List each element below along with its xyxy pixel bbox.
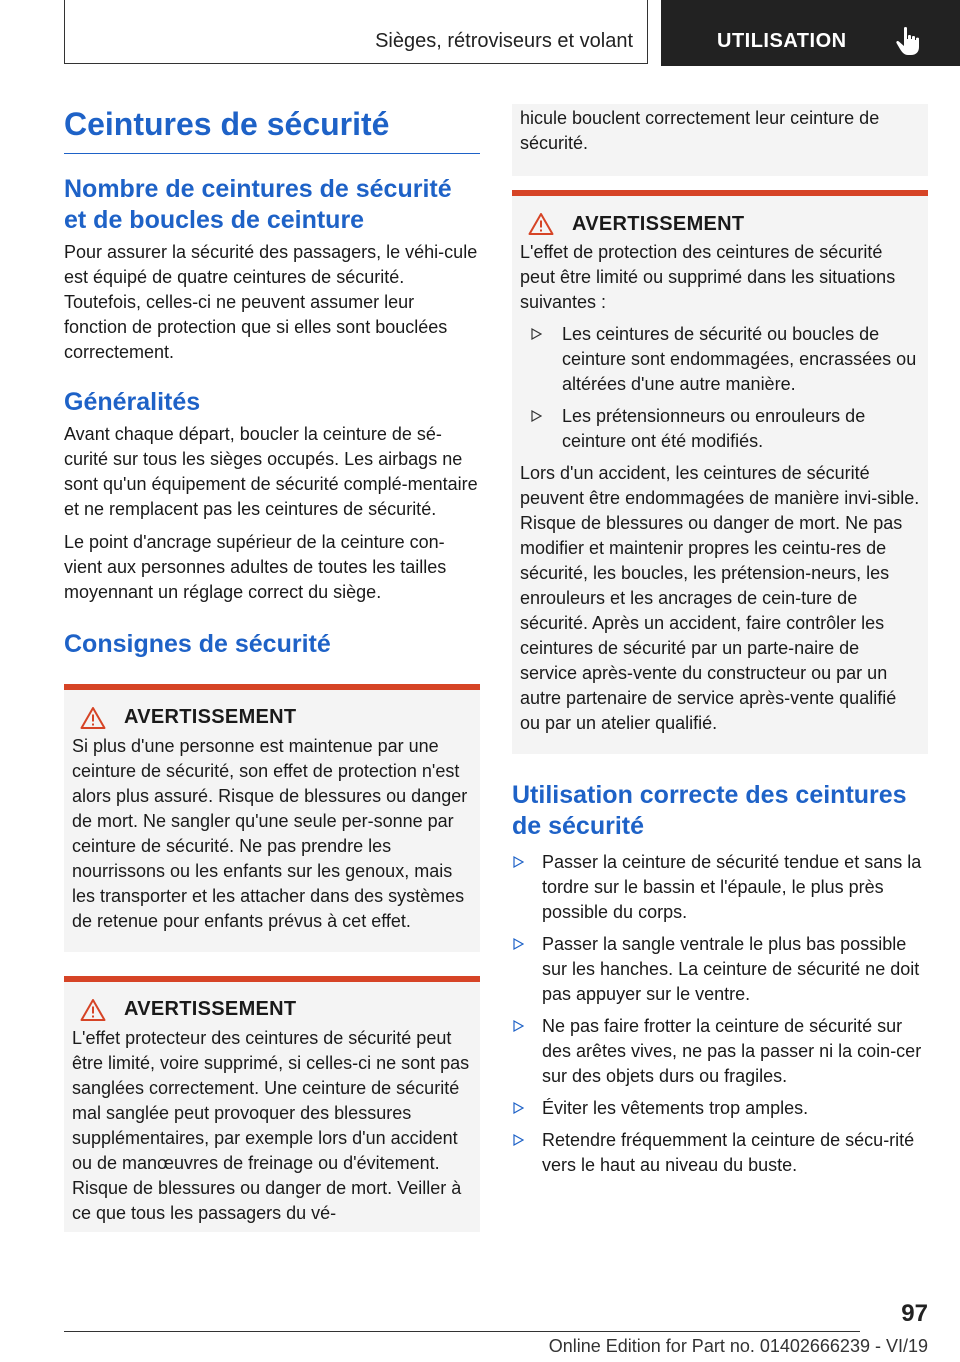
- triangle-bullet-icon: [530, 328, 542, 340]
- paragraph-generalites-2: Le point d'ancrage supérieur de la ceinture con-vient aux personnes adultes de toutes les tailles moyennant un réglage correct du siège.: [64, 531, 447, 602]
- warning-title: AVERTISSEMENT: [124, 998, 297, 1021]
- triangle-bullet-icon: [512, 1134, 524, 1146]
- edition-footer: Online Edition for Part no. 01402666239 - VI/19: [548, 1336, 928, 1356]
- warning-header: [72, 998, 472, 1022]
- warning-triangle-icon: [80, 706, 106, 730]
- list-item: Les prétensionneurs ou enrouleurs de ceinture ont été modifiés.: [520, 404, 920, 454]
- warning-text-continued: hicule bouclent correctement leur ceinture de sécurité.: [520, 108, 880, 153]
- hand-pointer-icon: [895, 26, 923, 56]
- paragraph-generalites-1: Avant chaque départ, boucler la ceinture de sé-curité sur tous les sièges occupés. Les airbags ne sont qu'un équipement de sécurité complé-mentaire et ne remplacent pas les ceintures de sécurité.: [64, 423, 478, 519]
- list-item: Passer la sangle ventrale le plus bas possible sur les hanches. La ceinture de sécurité ne doit pas appuyer sur le ventre.: [512, 932, 928, 1007]
- footer-divider: [64, 1331, 860, 1332]
- warning-title: AVERTISSEMENT: [572, 212, 745, 235]
- warning-text: L'effet protecteur des ceintures de sécurité peut être limité, voire supprimé, si celles-ci ne sont pas sanglées correctement. Une ceinture de sécurité mal sanglée peut provoquer des blessures supplémentaires, par exemple lors d'un accident ou de manœuvres de freinage ou d'évitement. Risque de blessures ou danger de mort. Veiller à ce que tous les passagers du vé-: [72, 1027, 470, 1223]
- right-column: [512, 104, 928, 1185]
- heading-utilisation: Utilisation correcte des ceintures de sécurité: [512, 781, 907, 840]
- list-item: Retendre fréquemment la ceinture de sécu-rité vers le haut au niveau du buste.: [512, 1128, 928, 1178]
- list-item: Éviter les vêtements trop amples.: [512, 1096, 928, 1121]
- heading-nombre-ceintures: Nombre de ceintures de sécurité et de boucles de ceinture: [64, 174, 452, 234]
- warning-intro: L'effet de protection des ceintures de sécurité peut être limité ou supprimé dans les situations suivantes :: [520, 242, 896, 312]
- list-item: Ne pas faire frotter la ceinture de sécurité sur des arêtes vives, ne pas la passer ni la coin-cer sur des objets durs ou fragiles.: [512, 1014, 928, 1089]
- triangle-bullet-icon: [512, 1102, 524, 1114]
- warning-box-2: [64, 976, 480, 1232]
- triangle-bullet-icon: [512, 938, 524, 950]
- page-number: 97: [901, 1300, 928, 1327]
- warning-header: [72, 706, 472, 730]
- warning-text: Lors d'un accident, les ceintures de sécurité peuvent être endommagées de manière invi-sible. Risque de blessures ou danger de mort. Ne pas modifier et maintenir propres les ceintu-res de sécurité, les boucles, les prétension-neurs, les enrouleurs et les ancrages de cein-ture de sécurité. Après un accident, faire contrôler les ceintures de sécurité par un parte-naire de service après-vente du constructeur ou par un autre partenaire de service après-vente qualifié ou par un atelier qualifié.: [520, 463, 920, 733]
- left-column: [64, 100, 480, 1232]
- warning-box-1: [64, 684, 480, 952]
- warning-title: AVERTISSEMENT: [124, 706, 297, 729]
- heading-consignes: Consignes de sécurité: [64, 629, 331, 658]
- chapter-tab: [661, 0, 960, 66]
- usage-list: [512, 850, 928, 1178]
- page-title: Ceintures de sécurité: [64, 100, 480, 154]
- warning-list: [520, 322, 920, 454]
- paragraph-nombre-ceintures: Pour assurer la sécurité des passagers, le véhi-cule est équipé de quatre ceintures de sécurité. Toutefois, celles-ci ne peuvent assumer leur fonction de protection que si elles sont bouclées correctement.: [64, 241, 478, 362]
- section-header: [64, 0, 648, 64]
- warning-triangle-icon: [528, 212, 554, 236]
- list-item: Passer la ceinture de sécurité tendue et sans la tordre sur le bassin et l'épaule, le plus près possible du corps.: [512, 850, 928, 925]
- chapter-title: UTILISATION: [717, 30, 847, 52]
- warning-text: Si plus d'une personne est maintenue par une ceinture de sécurité, son effet de protection n'est alors plus assuré. Risque de blessures ou danger de mort. Ne sangler qu'une seule per-sonne par ceinture de sécurité. Ne pas prendre les nourrissons ou les enfants sur les genoux, mais les transporter et les attacher dans des systèmes de retenue pour enfants prévus à cet effet.: [72, 735, 468, 931]
- warning-box-2-continued: [512, 104, 928, 176]
- warning-box-3: [512, 190, 928, 754]
- triangle-bullet-icon: [512, 1020, 524, 1032]
- warning-triangle-icon: [80, 998, 106, 1022]
- triangle-bullet-icon: [530, 410, 542, 422]
- section-title: Sièges, rétroviseurs et volant: [375, 30, 633, 52]
- page-header: [0, 0, 960, 66]
- list-item: Les ceintures de sécurité ou boucles de ceinture sont endommagées, encrassées ou altérées d'une autre manière.: [520, 322, 920, 397]
- heading-generalites: Généralités: [64, 387, 201, 416]
- warning-header: [520, 212, 920, 236]
- triangle-bullet-icon: [512, 856, 524, 868]
